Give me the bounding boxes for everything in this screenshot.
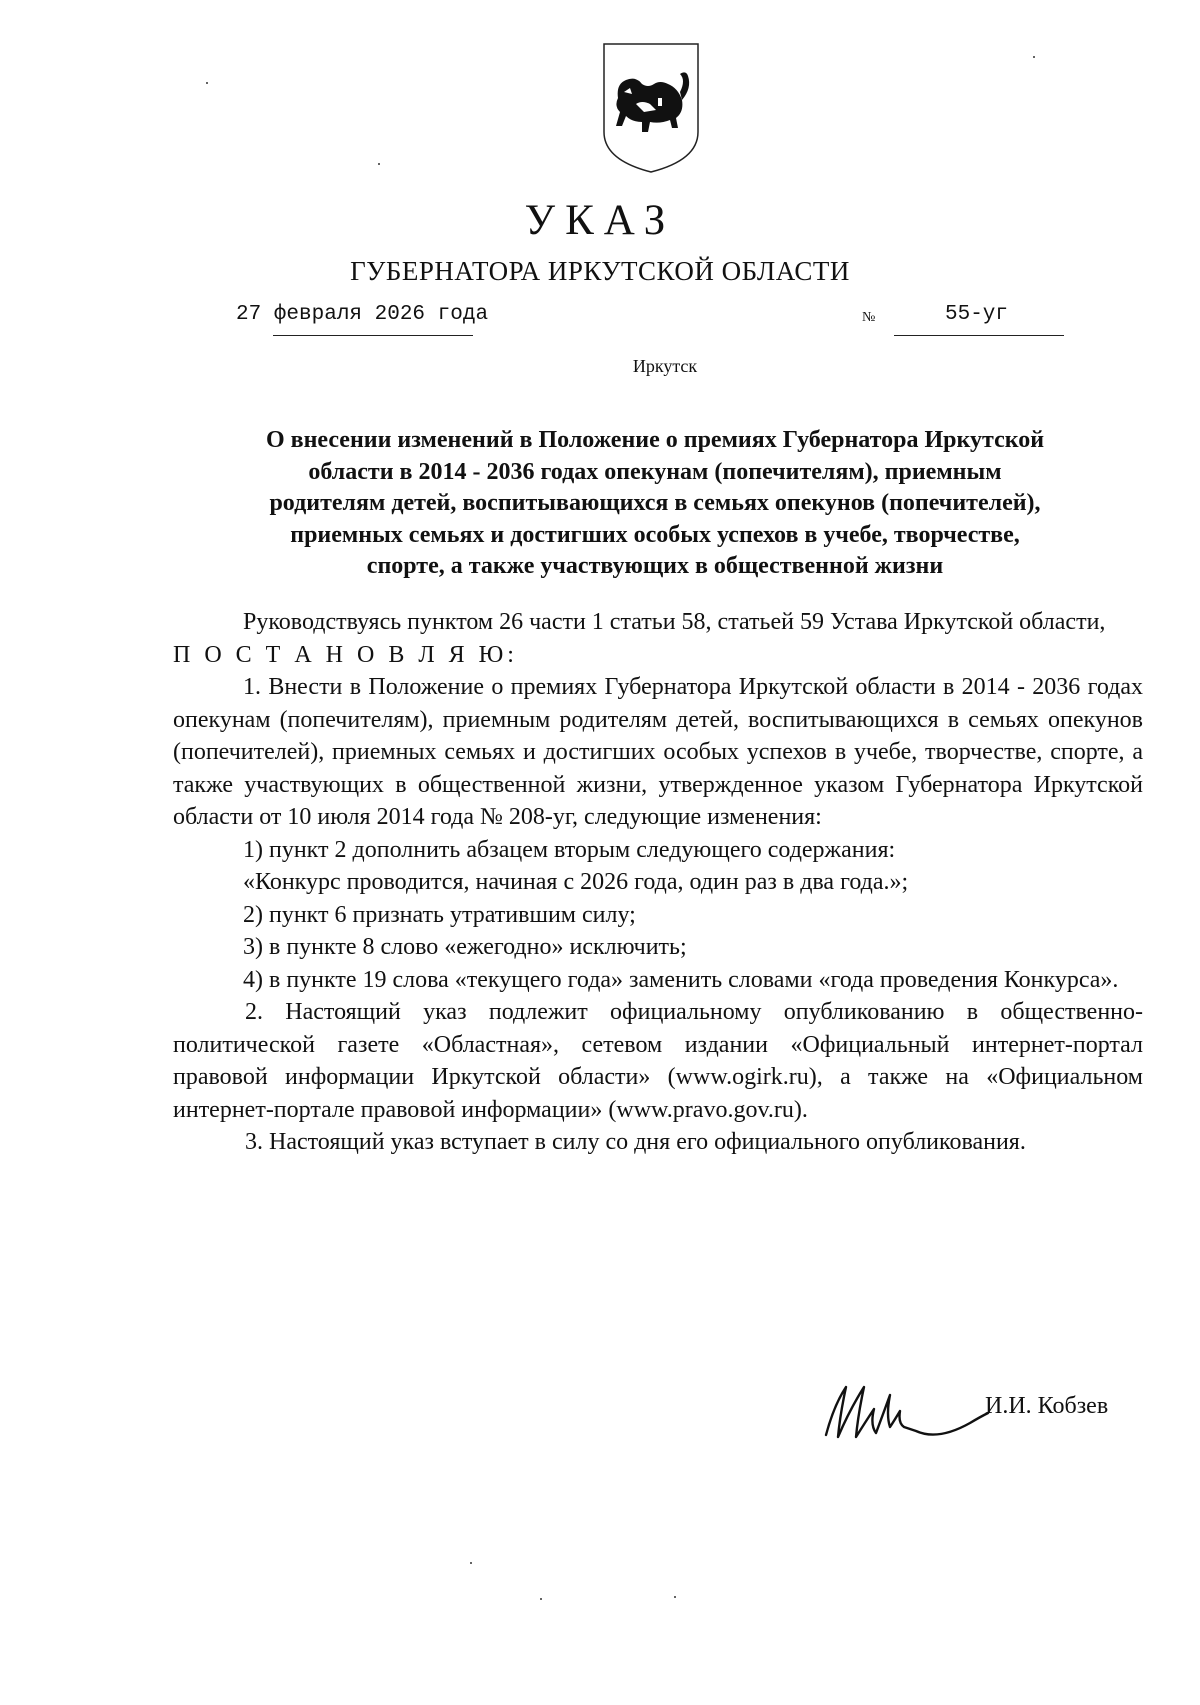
item-3-paragraph: 3. Настоящий указ вступает в силу со дня его официального опубликования. bbox=[245, 1129, 1026, 1155]
subitem-3-paragraph: 3) в пункте 8 слово «ежегодно» исключить; bbox=[243, 934, 687, 960]
subitem-1-paragraph: 1) пункт 2 дополнить абзацем вторым следующего содержания: bbox=[243, 836, 896, 863]
heading-line: О внесении изменений в Положение о премиях Губернатора Иркутской bbox=[265, 427, 1045, 453]
preamble-paragraph: Руководствуясь пунктом 26 части 1 статьи 58, статьей 59 Устава Иркутской области, bbox=[243, 609, 1106, 635]
document-body bbox=[173, 606, 1143, 1159]
scan-speck bbox=[206, 82, 208, 84]
item-2-paragraph: 2. Настоящий указ подлежит официальному опубликованию в общественно-политической газете «Областная», сетевом издании «Официальный интернет-портал правовой информации Иркутской области» (www.ogirk.ru), а также на «Официальном интернет-портале правовой информации» (www.pravo.gov.ru). bbox=[173, 999, 1143, 1123]
document-type-title: УКАЗ bbox=[524, 197, 676, 244]
date-underline bbox=[273, 335, 473, 336]
signer-name: И.И. Кобзев bbox=[985, 1393, 1109, 1419]
item-1-paragraph: 1. Внести в Положение о премиях Губернатора Иркутской области в 2014 - 2036 годах опекунам (попечителям), приемным родителям детей, воспитывающихся в семьях опекунов (попечителей), приемных семьях и достигших особых успехов в учебе, творчестве, спорте, а также участвующих в общественной жизни, утвержденное указом Губернатора Иркутской области от 10 июля 2014 года № 208-уг, следующие изменения: bbox=[173, 674, 1143, 830]
heading-line: приемных семьях и достигших особых успехов в учебе, творчестве, bbox=[290, 521, 1020, 548]
scan-speck bbox=[540, 1598, 542, 1600]
heading-line: родителям детей, воспитывающихся в семьях опекунов (попечителей), bbox=[269, 490, 1041, 516]
document-heading bbox=[160, 425, 1150, 583]
handwritten-signature bbox=[820, 1365, 990, 1455]
coat-of-arms-emblem bbox=[596, 40, 706, 176]
heading-line: области в 2014 - 2036 годах опекунам (попечителям), приемным bbox=[308, 458, 1002, 485]
number-sign: № bbox=[862, 310, 876, 325]
document-number: 55-уг bbox=[945, 303, 1009, 326]
document-date: 27 февраля 2026 года bbox=[236, 303, 489, 326]
scan-speck bbox=[470, 1562, 472, 1564]
city-label: Иркутск bbox=[632, 356, 698, 376]
issuer-title: ГУБЕРНАТОРА ИРКУТСКОЙ ОБЛАСТИ bbox=[350, 256, 850, 286]
subitem-1-quote: «Конкурс проводится, начиная с 2026 года, один раз в два года.»; bbox=[243, 869, 909, 895]
scan-speck bbox=[378, 163, 380, 165]
heading-line: спорте, а также участвующих в общественной жизни bbox=[366, 553, 944, 579]
scan-speck bbox=[1033, 56, 1035, 58]
subitem-4-paragraph: 4) в пункте 19 слова «текущего года» заменить словами «года проведения Конкурса». bbox=[243, 966, 1119, 993]
number-underline bbox=[894, 335, 1064, 336]
resolve-word: П О С Т А Н О В Л Я Ю: bbox=[173, 641, 518, 668]
scan-speck bbox=[674, 1596, 676, 1598]
subitem-2-paragraph: 2) пункт 6 признать утратившим силу; bbox=[243, 901, 636, 928]
